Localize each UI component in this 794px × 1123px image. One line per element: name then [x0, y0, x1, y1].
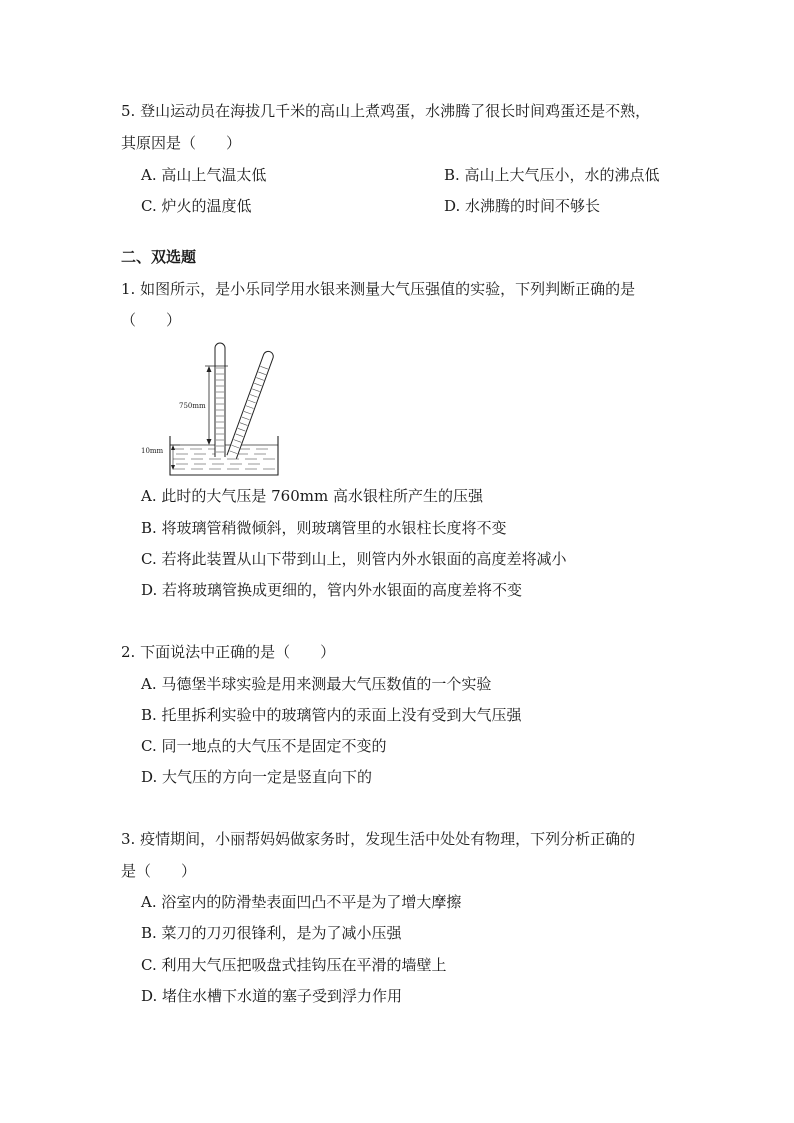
q2-option-d: D. 大气压的方向一定是竖直向下的: [141, 768, 373, 786]
q1-option-d: D. 若将玻璃管换成更细的，管内外水银面的高度差将不变: [141, 581, 523, 599]
q5-option-a: A. 高山上气温太低: [141, 166, 267, 184]
q3-option-c: C. 利用大气压把吸盘式挂钩压在平滑的墙壁上: [141, 956, 447, 974]
q1-option-a: A. 此时的大气压是 760mm 高水银柱所产生的压强: [141, 487, 483, 505]
q1-option-c: C. 若将此装置从山下带到山上，则管内外水银面的高度差将减小: [141, 550, 567, 568]
q3-option-b: B. 菜刀的刀刃很锋利，是为了减小压强: [141, 924, 402, 942]
q5-stem-line2: 其原因是（ ）: [121, 134, 242, 152]
q5-option-b: B. 高山上大气压小，水的沸点低: [444, 166, 660, 184]
tilted-tube: [227, 350, 275, 459]
q3-option-d: D. 堵住水槽下水道的塞子受到浮力作用: [141, 987, 403, 1005]
q5-option-c: C. 炉火的温度低: [141, 197, 252, 215]
q1-stem-line1: 1. 如图所示，是小乐同学用水银来测量大气压强值的实验，下列判断正确的是: [121, 280, 636, 298]
q5-option-d: D. 水沸腾的时间不够长: [444, 197, 601, 215]
vertical-tube: [215, 343, 225, 457]
torricelli-experiment-figure: [140, 338, 285, 478]
q2-stem: 2. 下面说法中正确的是（ ）: [121, 643, 336, 661]
label-10mm: 10mm: [141, 447, 164, 455]
q3-option-a: A. 浴室内的防滑垫表面凹凸不平是为了增大摩擦: [141, 893, 462, 911]
q2-option-b: B. 托里拆利实验中的玻璃管内的汞面上没有受到大气压强: [141, 706, 522, 724]
label-750mm: 750mm: [179, 402, 206, 410]
q1-option-b: B. 将玻璃管稍微倾斜，则玻璃管里的水银柱长度将不变: [141, 519, 507, 537]
q3-stem-line2: 是（ ）: [121, 862, 197, 880]
section-title: 二、双选题: [121, 248, 197, 266]
q5-stem-line1: 5. 登山运动员在海拔几千米的高山上煮鸡蛋，水沸腾了很长时间鸡蛋还是不熟，: [121, 102, 651, 120]
q2-option-a: A. 马德堡半球实验是用来测最大气压数值的一个实验: [141, 675, 492, 693]
q2-option-c: C. 同一地点的大气压不是固定不变的: [141, 737, 387, 755]
q1-stem-line2: （ ）: [121, 311, 182, 329]
dimension-750-arrow-top: [207, 366, 212, 372]
dimension-750-arrow-bottom: [207, 439, 212, 445]
q3-stem-line1: 3. 疫情期间，小丽帮妈妈做家务时，发现生活中处处有物理，下列分析正确的: [121, 830, 636, 848]
